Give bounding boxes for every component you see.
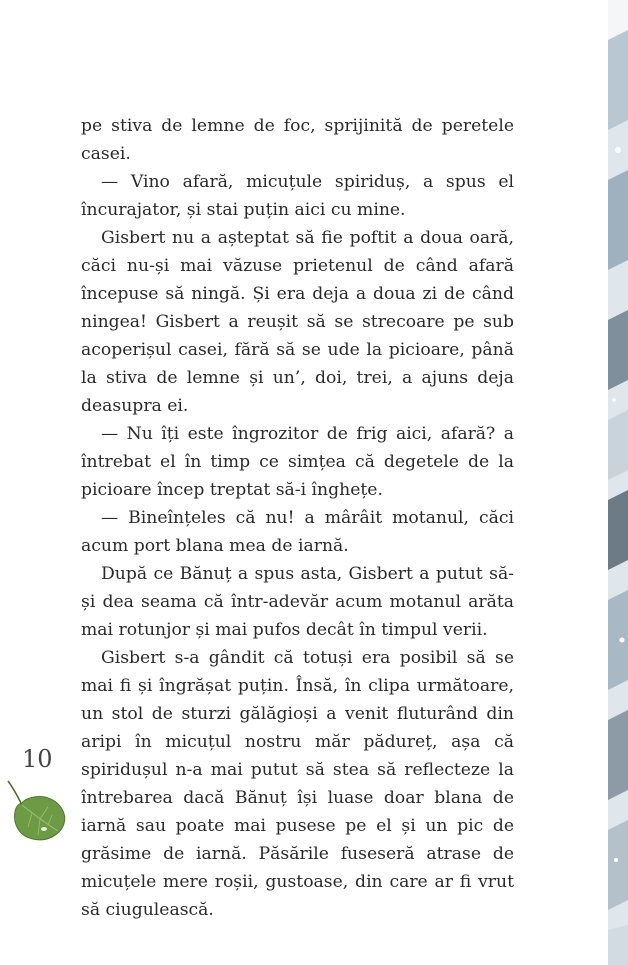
- illustration-edge-strip: [608, 0, 628, 965]
- leaf-icon: [4, 775, 70, 845]
- paragraph-2: — Vino afară, micuțule spiriduș, a spus el încurajator, și stai puțin aici cu mine.: [81, 172, 514, 220]
- paragraph-6: După ce Bănuț a spus asta, Gisbert a putut să-și dea seama că într-adevăr acum motanul arăta mai rotunjor și mai pufos decât în timpul verii.: [81, 564, 514, 640]
- paragraph-5: — Bineînțeles că nu! a mârâit motanul, căci acum port blana mea de iarnă.: [81, 508, 514, 556]
- page-number: 10: [22, 745, 53, 773]
- paragraph-4: — Nu îți este îngrozitor de frig aici, afară? a întrebat el în timp ce simțea că degetele de la picioare încep treptat să-i înghețe.: [81, 424, 514, 500]
- body-text: [81, 112, 514, 924]
- paragraph-7: Gisbert s-a gândit că totuși era posibil să se mai fi și îngrășat puțin. Însă, în clipa următoare, un stol de sturzi gălăgioși a venit fluturând din aripi în micuțul nostru măr pădureț, așa că spiridușul n-a mai putut să stea să reflecteze la întrebarea dacă Bănuț își luase doar blana de iarnă sau poate mai pusese pe el și un pic de grăsime de iarnă. Păsările fuseseră atrase de micuțele mere roșii, gustoase, din care ar fi vrut să ciugulească.: [81, 648, 514, 920]
- paragraph-1: pe stiva de lemne de foc, sprijinită de peretele casei.: [81, 116, 514, 164]
- paragraph-3: Gisbert nu a așteptat să fie poftit a doua oară, căci nu-și mai văzuse prietenul de când afară începuse să ningă. Și era deja a doua zi de când ningea! Gisbert a reușit să se strecoare pe sub acoperișul casei, fără să se ude la picioare, până la stiva de lemne și un’, doi, trei, a ajuns deja deasupra ei.: [81, 228, 514, 416]
